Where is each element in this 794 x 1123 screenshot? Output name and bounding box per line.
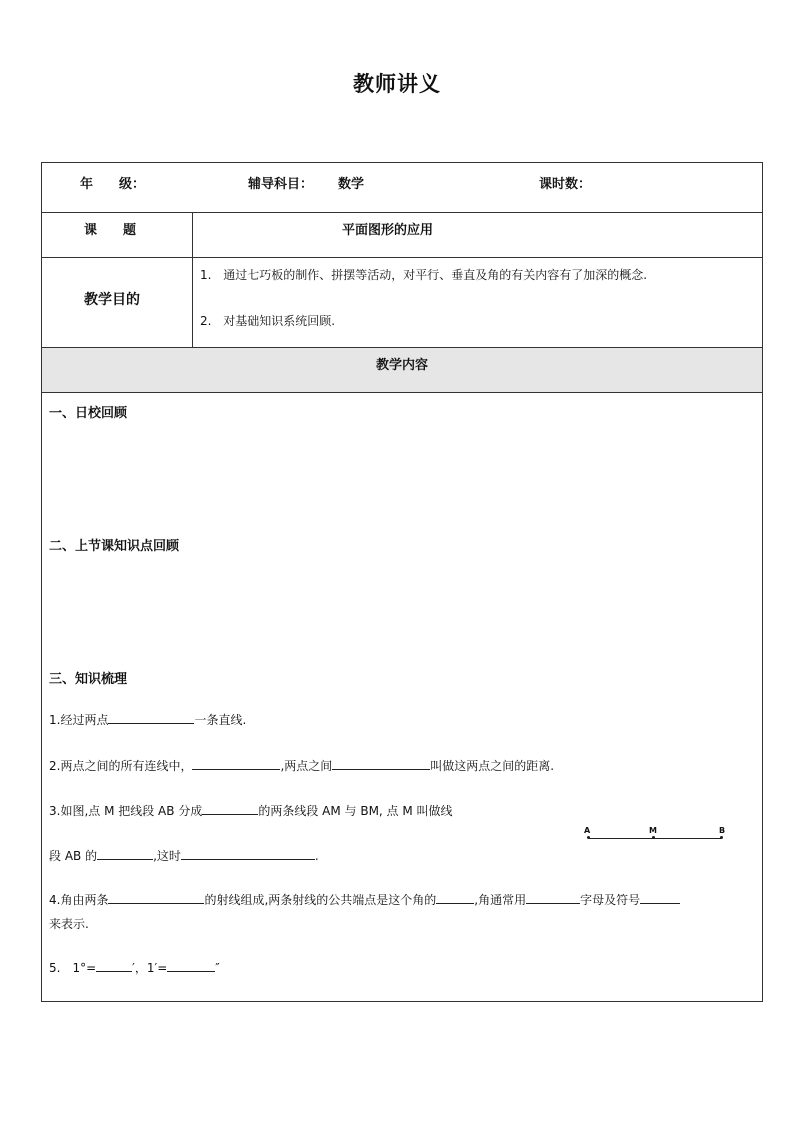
answer-blank[interactable] [192, 757, 280, 770]
question-text: 4.角由两条 [49, 893, 109, 907]
answer-blank[interactable] [96, 959, 132, 972]
section-heading: 一、日校回顾 [49, 406, 128, 421]
question-4-line-1 [49, 891, 680, 908]
content-header-row [42, 348, 762, 393]
question-2 [49, 757, 554, 774]
question-text: ,两点之间 [280, 759, 333, 773]
question-text: ,角通常用 [474, 893, 527, 907]
question-3-line-2 [49, 847, 319, 864]
objective-text: 通过七巧板的制作、拼摆等活动，对平行、垂直及角的有关内容有了加深的概念. [223, 268, 648, 282]
question-text: 的射线组成,两条射线的公共端点是这个角的 [204, 893, 437, 907]
answer-blank[interactable] [181, 847, 315, 860]
point-b-dot [720, 836, 723, 839]
question-5 [49, 959, 220, 976]
answer-blank[interactable] [97, 847, 153, 860]
column-divider [192, 213, 193, 257]
segment-figure [584, 826, 730, 846]
content-body [42, 393, 762, 1001]
page-title: 教师讲义 [353, 71, 441, 96]
objective-item [200, 266, 647, 283]
objective-text: 对基础知识系统回顾. [223, 314, 336, 328]
question-text: 一条直线. [194, 713, 247, 727]
question-text: 段 AB 的 [49, 849, 98, 863]
question-text: 的两条线段 AM 与 BM, 点 M 叫做线 [258, 804, 453, 818]
objectives-label: 教学目的 [84, 292, 140, 308]
subject-label: 辅导科目： [248, 177, 314, 192]
question-text: ,这时 [153, 849, 181, 863]
hours-label: 课时数： [539, 177, 592, 192]
answer-blank[interactable] [332, 757, 430, 770]
grade-label: 年 级： [80, 177, 146, 192]
topic-value: 平面图形的应用 [342, 223, 434, 238]
question-text: 2.两点之间的所有连线中， [49, 759, 193, 773]
question-text: ′，1′= [132, 961, 168, 975]
content-header: 教学内容 [375, 358, 428, 373]
question-text: ″ [215, 961, 220, 975]
point-b-label: B [719, 826, 726, 835]
point-m-dot [652, 836, 655, 839]
question-text: 字母及符号 [580, 893, 641, 907]
question-text: 叫做这两点之间的距离. [430, 759, 555, 773]
header-row [42, 163, 762, 213]
question-text: 3.如图,点 M 把线段 AB 分成 [49, 804, 203, 818]
question-3-line-1 [49, 802, 453, 819]
answer-blank[interactable] [436, 891, 474, 904]
objective-item [200, 312, 335, 329]
topic-row [42, 213, 762, 258]
column-divider [192, 258, 193, 347]
answer-blank[interactable] [167, 959, 215, 972]
objective-number: 1. [200, 268, 212, 282]
section-heading: 三、知识梳理 [49, 672, 128, 687]
segment-line [588, 838, 722, 839]
question-text: . [314, 849, 319, 863]
section-heading: 二、上节课知识点回顾 [49, 539, 180, 554]
subject-value: 数学 [338, 177, 365, 192]
point-a-label: A [584, 826, 591, 835]
point-m-label: M [649, 826, 657, 835]
question-4-line-2 [49, 915, 89, 932]
topic-label: 课 题 [84, 223, 137, 238]
question-text: 5. 1°= [49, 961, 97, 975]
answer-blank[interactable] [640, 891, 680, 904]
answer-blank[interactable] [202, 802, 258, 815]
question-text: 1.经过两点 [49, 713, 109, 727]
question-1 [49, 711, 246, 728]
answer-blank[interactable] [108, 891, 204, 904]
lesson-table [41, 162, 763, 1002]
objective-number: 2. [200, 314, 212, 328]
point-a-dot [587, 836, 590, 839]
question-text: 来表示. [49, 917, 89, 931]
answer-blank[interactable] [108, 711, 194, 724]
objectives-row [42, 258, 762, 348]
answer-blank[interactable] [526, 891, 580, 904]
